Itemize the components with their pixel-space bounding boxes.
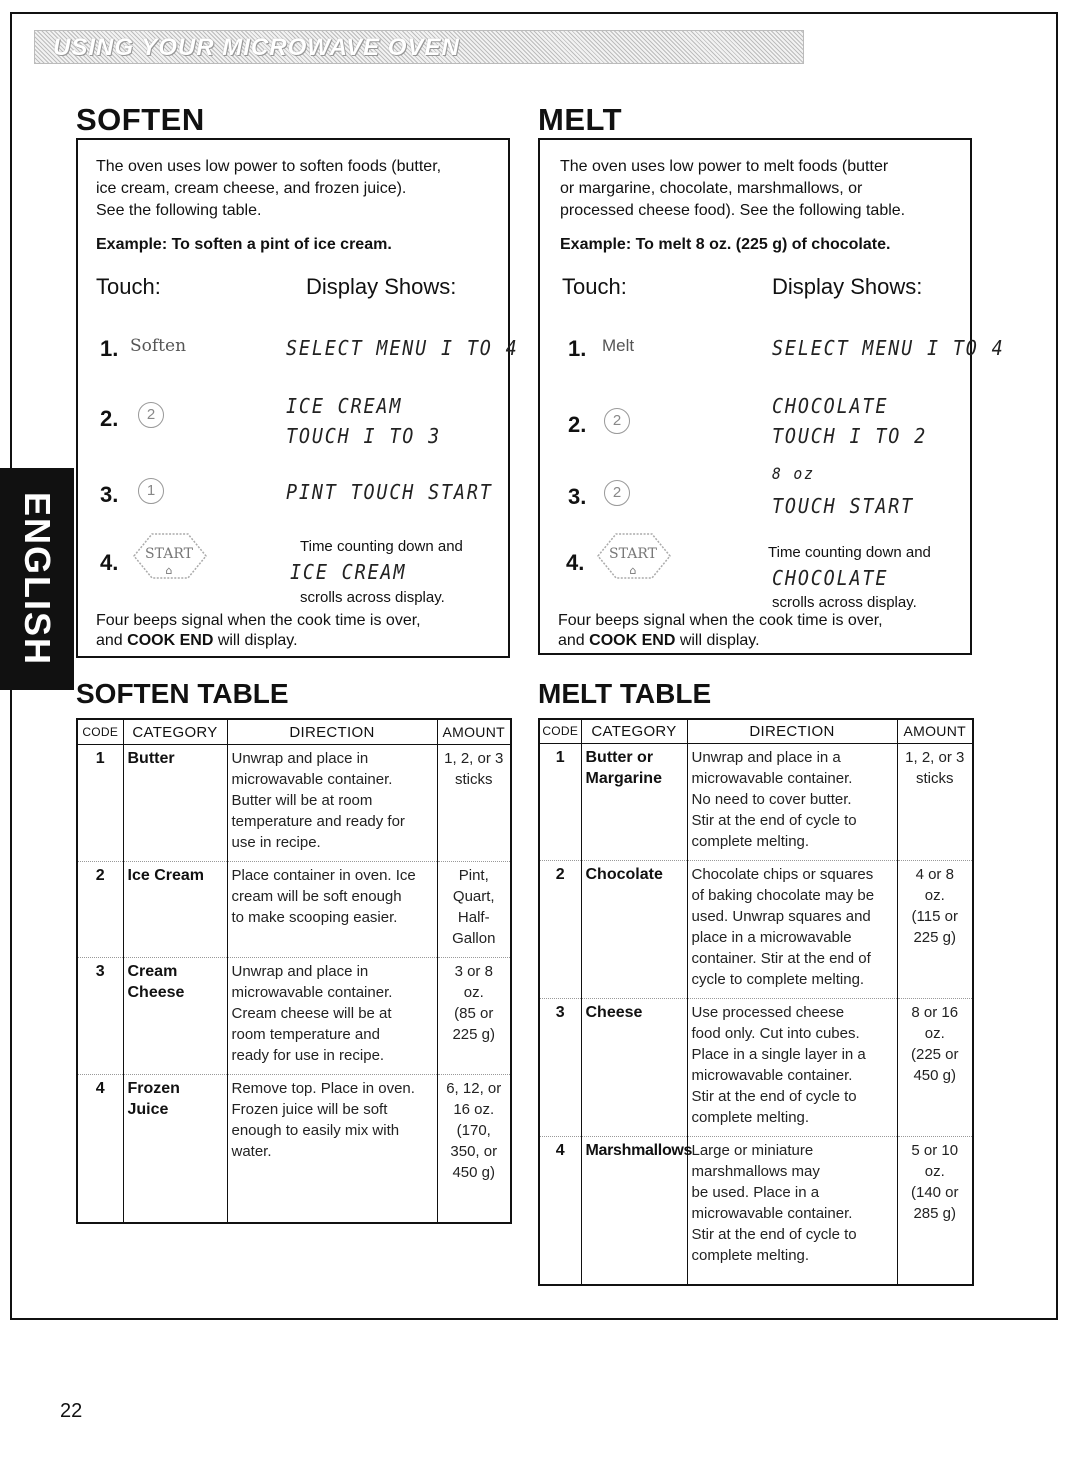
direction-cell-line: food only. Cut into cubes. xyxy=(691,1024,860,1042)
amount-cell-line: (115 or xyxy=(911,907,958,925)
code-cell: 1 xyxy=(539,743,581,860)
lcd-display: CHOCOLATE xyxy=(772,394,889,418)
amount-cell xyxy=(437,1075,511,1223)
amount-cell-line: 5 or 10 xyxy=(911,1141,959,1159)
category-cell-line: Cheese xyxy=(127,984,185,1002)
amount-cell-line: Quart, xyxy=(452,888,495,906)
number-pad-button[interactable]: 2 xyxy=(604,408,630,434)
header-amount: AMOUNT xyxy=(437,719,511,745)
amount-cell-line: 225 g) xyxy=(913,928,957,946)
code-cell: 2 xyxy=(539,860,581,998)
category-cell-line: Cheese xyxy=(585,1003,643,1021)
code-cell: 1 xyxy=(77,745,123,862)
amount-cell-line: 225 g) xyxy=(452,1026,496,1044)
amount-cell-line: Gallon xyxy=(452,930,496,948)
amount-cell xyxy=(437,745,511,862)
direction-cell-line: Large or miniature xyxy=(691,1141,814,1159)
category-cell xyxy=(123,958,227,1075)
direction-cell-line: cream will be soft enough xyxy=(231,888,402,906)
display-caption: Time counting down and xyxy=(768,544,931,561)
header-category: CATEGORY xyxy=(123,719,227,745)
table-row xyxy=(77,862,511,958)
amount-cell-line: 6, 12, or xyxy=(446,1080,502,1098)
amount-cell-line: 285 g) xyxy=(913,1204,957,1222)
category-cell-line: Butter or xyxy=(585,748,654,766)
melt-intro xyxy=(560,156,905,222)
melt-step-number: 4. xyxy=(566,550,585,575)
amount-cell xyxy=(897,860,973,998)
header-code: CODE xyxy=(539,719,581,743)
soften-display-header: Display Shows: xyxy=(306,274,457,299)
table-row xyxy=(77,745,511,862)
display-caption: scrolls across display. xyxy=(772,594,917,611)
direction-cell-line: container. Stir at the end of xyxy=(691,949,871,967)
amount-cell-line: Half- xyxy=(457,909,490,927)
start-button-graphic xyxy=(126,530,212,582)
amount-cell xyxy=(437,958,511,1075)
melt-example: Example: To melt 8 oz. (225 g) of chocolate. xyxy=(560,236,891,253)
amount-cell-line: 3 or 8 xyxy=(454,963,493,981)
amount-cell-line: (140 or xyxy=(910,1183,959,1201)
amount-cell-line: 1, 2, or 3 xyxy=(444,750,504,768)
amount-cell xyxy=(437,862,511,958)
table-row xyxy=(77,1075,511,1223)
start-button-label: START xyxy=(609,546,657,562)
table-row xyxy=(539,743,973,860)
cook-end-label: COOK END xyxy=(589,632,676,649)
table-header-row xyxy=(77,719,511,745)
code-cell: 3 xyxy=(539,998,581,1136)
direction-cell xyxy=(227,862,437,958)
lock-icon: ⌂ xyxy=(629,564,637,577)
category-cell xyxy=(123,745,227,862)
direction-cell xyxy=(227,1075,437,1223)
direction-cell-line: Chocolate chips or squares xyxy=(691,865,874,883)
direction-cell xyxy=(687,743,897,860)
display-caption: Time counting down and xyxy=(300,538,463,555)
lcd-display: CHOCOLATE xyxy=(772,566,889,590)
soften-intro-line: See the following table. xyxy=(96,202,262,219)
amount-cell-line: oz. xyxy=(463,984,484,1002)
amount-cell-line: oz. xyxy=(924,1024,945,1042)
table-row xyxy=(539,1136,973,1285)
number-pad-button[interactable]: 1 xyxy=(138,478,164,504)
melt-intro-line: or margarine, chocolate, marshmallows, or xyxy=(560,180,863,197)
soften-step-number: 2. xyxy=(100,406,119,431)
header-amount: AMOUNT xyxy=(897,719,973,743)
code-cell: 4 xyxy=(539,1136,581,1285)
code-cell: 3 xyxy=(77,958,123,1075)
table-header-row xyxy=(539,719,973,743)
lcd-display: PINT TOUCH START xyxy=(286,480,493,504)
lcd-display: TOUCH I TO 3 xyxy=(286,424,442,448)
table-row xyxy=(539,998,973,1136)
category-cell-line: Marshmallows xyxy=(585,1141,693,1159)
direction-cell-line: Unwrap and place in xyxy=(231,963,369,981)
direction-cell xyxy=(227,745,437,862)
note-line: Four beeps signal when the cook time is over, xyxy=(96,612,421,629)
melt-table xyxy=(538,718,974,1286)
soften-intro xyxy=(96,156,441,222)
number-pad-button[interactable]: 2 xyxy=(138,402,164,428)
lcd-display: SELECT MENU I TO 4 xyxy=(772,336,1005,360)
melt-touch-header: Touch: xyxy=(562,274,627,299)
code-cell: 4 xyxy=(77,1075,123,1223)
direction-cell-line: No need to cover butter. xyxy=(691,790,852,808)
header-category: CATEGORY xyxy=(581,719,687,743)
category-cell xyxy=(581,860,687,998)
direction-cell-line: to make scooping easier. xyxy=(231,909,398,927)
lcd-display: SELECT MENU I TO 4 xyxy=(286,336,519,360)
start-button-label: START xyxy=(145,546,193,562)
amount-cell-line: Pint, xyxy=(458,867,489,885)
direction-cell-line: complete melting. xyxy=(691,832,810,850)
melt-step-number: 1. xyxy=(568,336,587,361)
soften-step-number: 1. xyxy=(100,336,119,361)
direction-cell-line: Remove top. Place in oven. xyxy=(231,1080,415,1098)
direction-cell-line: Place in a single layer in a xyxy=(691,1045,866,1063)
direction-cell-line: microwavable container. xyxy=(231,984,393,1002)
lcd-display: 8 oz xyxy=(772,464,815,483)
amount-cell-line: 16 oz. xyxy=(453,1101,495,1119)
direction-cell-line: of baking chocolate may be xyxy=(691,886,875,904)
direction-cell-line: water. xyxy=(231,1143,272,1161)
lcd-display: TOUCH START xyxy=(772,494,915,518)
melt-intro-line: processed cheese food). See the following table. xyxy=(560,202,906,219)
direction-cell xyxy=(687,998,897,1136)
direction-cell-line: ready for use in recipe. xyxy=(231,1047,385,1065)
soften-title: SOFTEN xyxy=(76,102,205,137)
cook-end-label: COOK END xyxy=(127,632,214,649)
direction-cell-line: Frozen juice will be soft xyxy=(231,1101,388,1119)
banner-text: USING YOUR MICROWAVE OVEN xyxy=(53,34,460,61)
melt-note xyxy=(558,611,883,651)
direction-cell-line: microwavable container. xyxy=(231,771,393,789)
melt-step-number: 2. xyxy=(568,412,587,437)
section-banner xyxy=(34,30,804,64)
amount-cell-line: (85 or xyxy=(454,1005,494,1023)
amount-cell-line: (170, xyxy=(456,1122,491,1140)
melt-pad-button[interactable]: Melt xyxy=(602,336,635,355)
note-line: Four beeps signal when the cook time is over, xyxy=(558,612,883,629)
direction-cell-line: Butter will be at room xyxy=(231,792,373,810)
category-cell-line: Juice xyxy=(127,1101,169,1119)
soften-table-title: SOFTEN TABLE xyxy=(76,678,289,709)
direction-cell-line: place in a microwavable xyxy=(691,928,852,946)
header-code: CODE xyxy=(77,719,123,745)
direction-cell-line: used. Unwrap squares and xyxy=(691,907,871,925)
direction-cell xyxy=(227,958,437,1075)
direction-cell-line: Place container in oven. Ice xyxy=(231,867,416,885)
note-line: and COOK END will display. xyxy=(96,632,298,649)
category-cell-line: Butter xyxy=(127,750,175,768)
amount-cell-line: 450 g) xyxy=(913,1066,957,1084)
direction-cell-line: microwavable container. xyxy=(691,1066,853,1084)
soften-step-number: 4. xyxy=(100,550,119,575)
category-cell-line: Ice Cream xyxy=(127,867,204,885)
amount-cell-line: sticks xyxy=(916,769,954,787)
melt-step-number: 3. xyxy=(568,484,587,509)
note-line: and COOK END will display. xyxy=(558,632,760,649)
amount-cell xyxy=(897,1136,973,1285)
direction-cell-line: cycle to complete melting. xyxy=(691,970,865,988)
direction-cell-line: Stir at the end of cycle to xyxy=(691,811,857,829)
direction-cell-line: complete melting. xyxy=(691,1246,810,1264)
direction-cell-line: microwavable container. xyxy=(691,769,853,787)
header-direction: DIRECTION xyxy=(227,719,437,745)
direction-cell-line: use in recipe. xyxy=(231,834,321,852)
direction-cell-line: Unwrap and place in a xyxy=(691,748,841,766)
soften-step-number: 3. xyxy=(100,482,119,507)
soften-example: Example: To soften a pint of ice cream. xyxy=(96,236,392,253)
lcd-display: ICE CREAM xyxy=(290,560,407,584)
direction-cell-line: complete melting. xyxy=(691,1108,810,1126)
category-cell xyxy=(581,998,687,1136)
direction-cell xyxy=(687,1136,897,1285)
amount-cell-line: sticks xyxy=(455,771,493,789)
amount-cell xyxy=(897,998,973,1136)
soften-table xyxy=(76,718,512,1224)
direction-cell-line: microwavable container. xyxy=(691,1204,853,1222)
direction-cell-line: marshmallows may xyxy=(691,1162,820,1180)
amount-cell-line: 1, 2, or 3 xyxy=(905,748,965,766)
melt-table-title: MELT TABLE xyxy=(538,678,712,709)
language-tab xyxy=(0,468,74,690)
melt-intro-line: The oven uses low power to melt foods (butter xyxy=(560,158,889,175)
category-cell-line: Frozen xyxy=(127,1080,180,1098)
amount-cell xyxy=(897,743,973,860)
direction-cell-line: enough to easily mix with xyxy=(231,1122,400,1140)
direction-cell-line: Unwrap and place in xyxy=(231,750,369,768)
amount-cell-line: 8 or 16 xyxy=(911,1003,959,1021)
page-number: 22 xyxy=(60,1400,83,1422)
direction-cell-line: Stir at the end of cycle to xyxy=(691,1087,857,1105)
soften-note xyxy=(96,611,421,651)
direction-cell-line: be used. Place in a xyxy=(691,1183,820,1201)
direction-cell-line: temperature and ready for xyxy=(231,813,405,831)
direction-cell-line: Stir at the end of cycle to xyxy=(691,1225,857,1243)
display-caption: scrolls across display. xyxy=(300,589,445,606)
category-cell xyxy=(123,1075,227,1223)
start-button[interactable] xyxy=(126,530,212,582)
number-pad-button[interactable]: 2 xyxy=(604,480,630,506)
amount-cell-line: (225 or xyxy=(910,1045,959,1063)
soften-pad-button[interactable]: Soften xyxy=(130,336,187,356)
start-button-graphic xyxy=(590,530,676,582)
table-row xyxy=(539,860,973,998)
soften-intro-line: The oven uses low power to soften foods (butter, xyxy=(96,158,442,175)
amount-cell-line: 350, or xyxy=(450,1143,498,1161)
category-cell xyxy=(581,1136,693,1285)
amount-cell-line: 450 g) xyxy=(452,1164,496,1182)
direction-cell-line: room temperature and xyxy=(231,1026,380,1044)
code-cell: 2 xyxy=(77,862,123,958)
table-row xyxy=(77,958,511,1075)
lock-icon: ⌂ xyxy=(165,564,173,577)
melt-display-header: Display Shows: xyxy=(772,274,923,299)
lcd-display: ICE CREAM xyxy=(286,394,403,418)
category-cell-line: Margarine xyxy=(585,769,662,787)
soften-intro-line: ice cream, cream cheese, and frozen juice). xyxy=(96,180,407,197)
soften-touch-header: Touch: xyxy=(96,274,161,299)
header-direction: DIRECTION xyxy=(687,719,897,743)
start-button[interactable] xyxy=(590,530,676,582)
category-cell-line: Chocolate xyxy=(585,865,663,883)
amount-cell-line: 4 or 8 xyxy=(915,865,954,883)
category-cell xyxy=(581,743,687,860)
direction-cell-line: Cream cheese will be at xyxy=(231,1005,392,1023)
direction-cell-line: Use processed cheese xyxy=(691,1003,845,1021)
category-cell xyxy=(123,862,227,958)
direction-cell xyxy=(687,860,897,998)
amount-cell-line: oz. xyxy=(924,886,945,904)
amount-cell-line: oz. xyxy=(924,1162,945,1180)
language-tab-label: ENGLISH xyxy=(17,491,58,667)
category-cell-line: Cream xyxy=(127,963,178,981)
lcd-display: TOUCH I TO 2 xyxy=(772,424,928,448)
melt-title: MELT xyxy=(538,102,623,137)
